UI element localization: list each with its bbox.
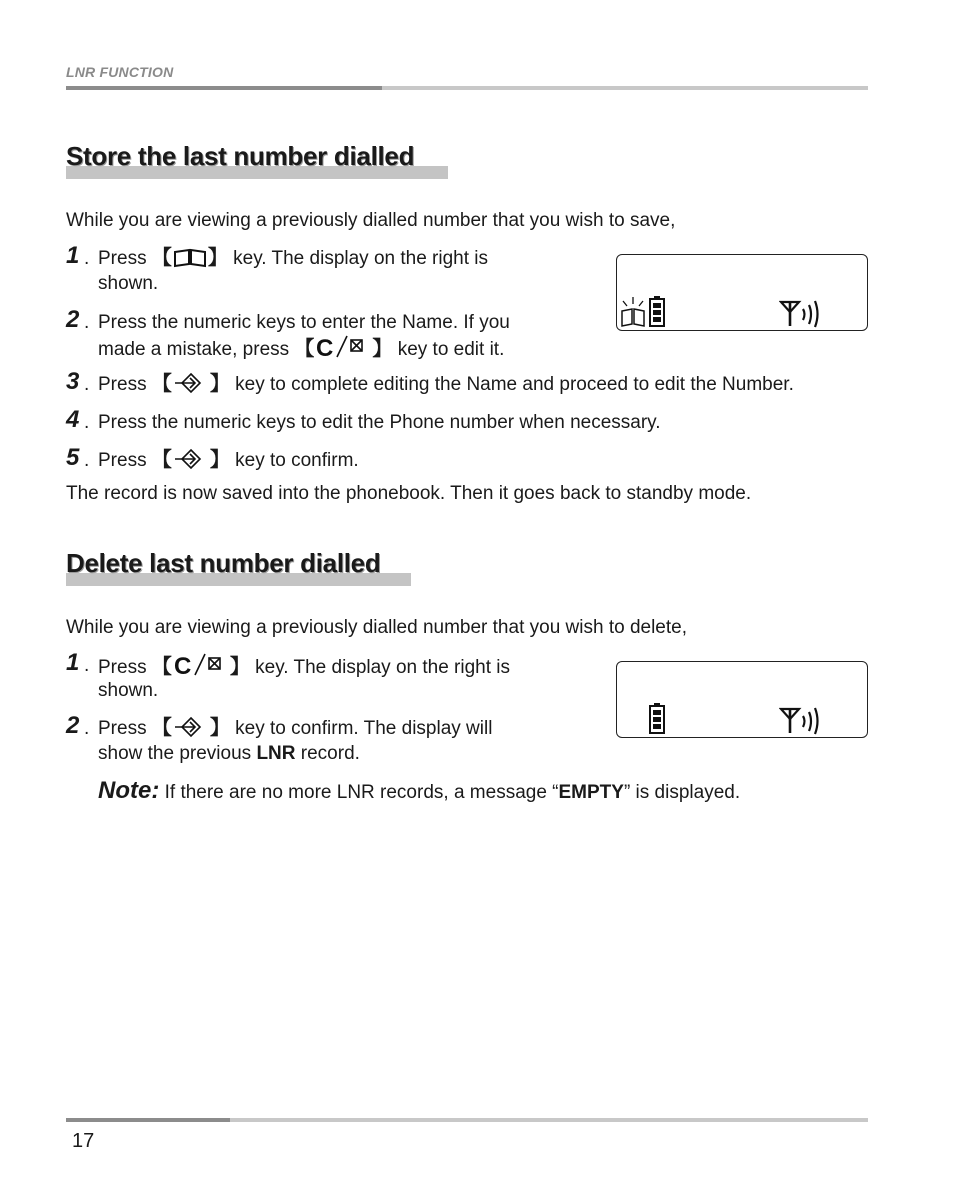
lcd-display-delete xyxy=(616,661,868,738)
page-number: 17 xyxy=(72,1130,95,1152)
step-text: Press the numeric keys to enter the Name. If you xyxy=(98,312,510,333)
section-label: LNR FUNCTION xyxy=(66,64,174,80)
phonebook-key-icon xyxy=(173,248,207,275)
step-number: 5 xyxy=(66,444,80,471)
note xyxy=(98,778,740,805)
signal-icon xyxy=(779,299,821,334)
step-text: key to edit it. xyxy=(397,339,505,360)
battery-icon xyxy=(648,702,666,739)
step-text: key to confirm. xyxy=(235,450,359,471)
step-text: made a mistake, press xyxy=(98,339,290,360)
enter-key-icon xyxy=(173,448,209,477)
intro-text: While you are viewing a previously dialled number that you wish to save, xyxy=(66,210,676,231)
closing-text: The record is now saved into the phonebook. Then it goes back to standby mode. xyxy=(66,483,752,504)
clear-key-icon xyxy=(173,653,229,684)
enter-key-icon xyxy=(173,372,209,401)
step-text: record. xyxy=(300,743,360,764)
lcd-display-store xyxy=(616,254,868,331)
empty-term: EMPTY xyxy=(558,782,624,803)
step-text: shown. xyxy=(98,680,159,701)
step-number: 2 xyxy=(66,712,80,739)
svg-text:C: C xyxy=(316,335,334,359)
section-title-store: Store the last number dialled xyxy=(66,141,415,171)
lnr-term: LNR xyxy=(256,743,296,764)
phonebook-blink-icon xyxy=(619,295,647,334)
svg-text:C: C xyxy=(173,653,192,677)
step-number: 3 xyxy=(66,368,80,395)
step-text: key. The display on the right is xyxy=(233,248,489,269)
step-text: key to complete editing the Name and proceed to edit the Number. xyxy=(235,374,794,395)
step-text: Press xyxy=(98,248,147,269)
step-number: 1 xyxy=(66,242,80,269)
step-text: show the previous xyxy=(98,743,252,764)
signal-icon xyxy=(779,706,821,741)
note-label: Note: xyxy=(98,777,160,804)
step-number: 2 xyxy=(66,306,80,333)
step-text: Press xyxy=(98,374,147,395)
step-text: Press xyxy=(98,450,147,471)
step-text: shown. xyxy=(98,273,159,294)
footer-rule xyxy=(66,1118,868,1122)
step-text: key to confirm. The display will xyxy=(235,718,493,739)
step-text: Press the numeric keys to edit the Phone number when necessary. xyxy=(98,412,661,433)
note-text: ” is displayed. xyxy=(623,782,741,803)
intro-text: While you are viewing a previously dialled number that you wish to delete, xyxy=(66,617,687,638)
header-rule xyxy=(66,86,868,90)
step-text: key. The display on the right is xyxy=(255,657,511,678)
battery-icon xyxy=(648,295,666,332)
step-text: Press xyxy=(98,718,147,739)
note-text: If there are no more LNR records, a message “ xyxy=(164,782,559,803)
step-number: 4 xyxy=(66,406,80,433)
clear-key-icon xyxy=(315,335,371,366)
step-text: Press xyxy=(98,657,147,678)
step-number: 1 xyxy=(66,649,80,676)
section-title-delete: Delete last number dialled xyxy=(66,548,381,578)
